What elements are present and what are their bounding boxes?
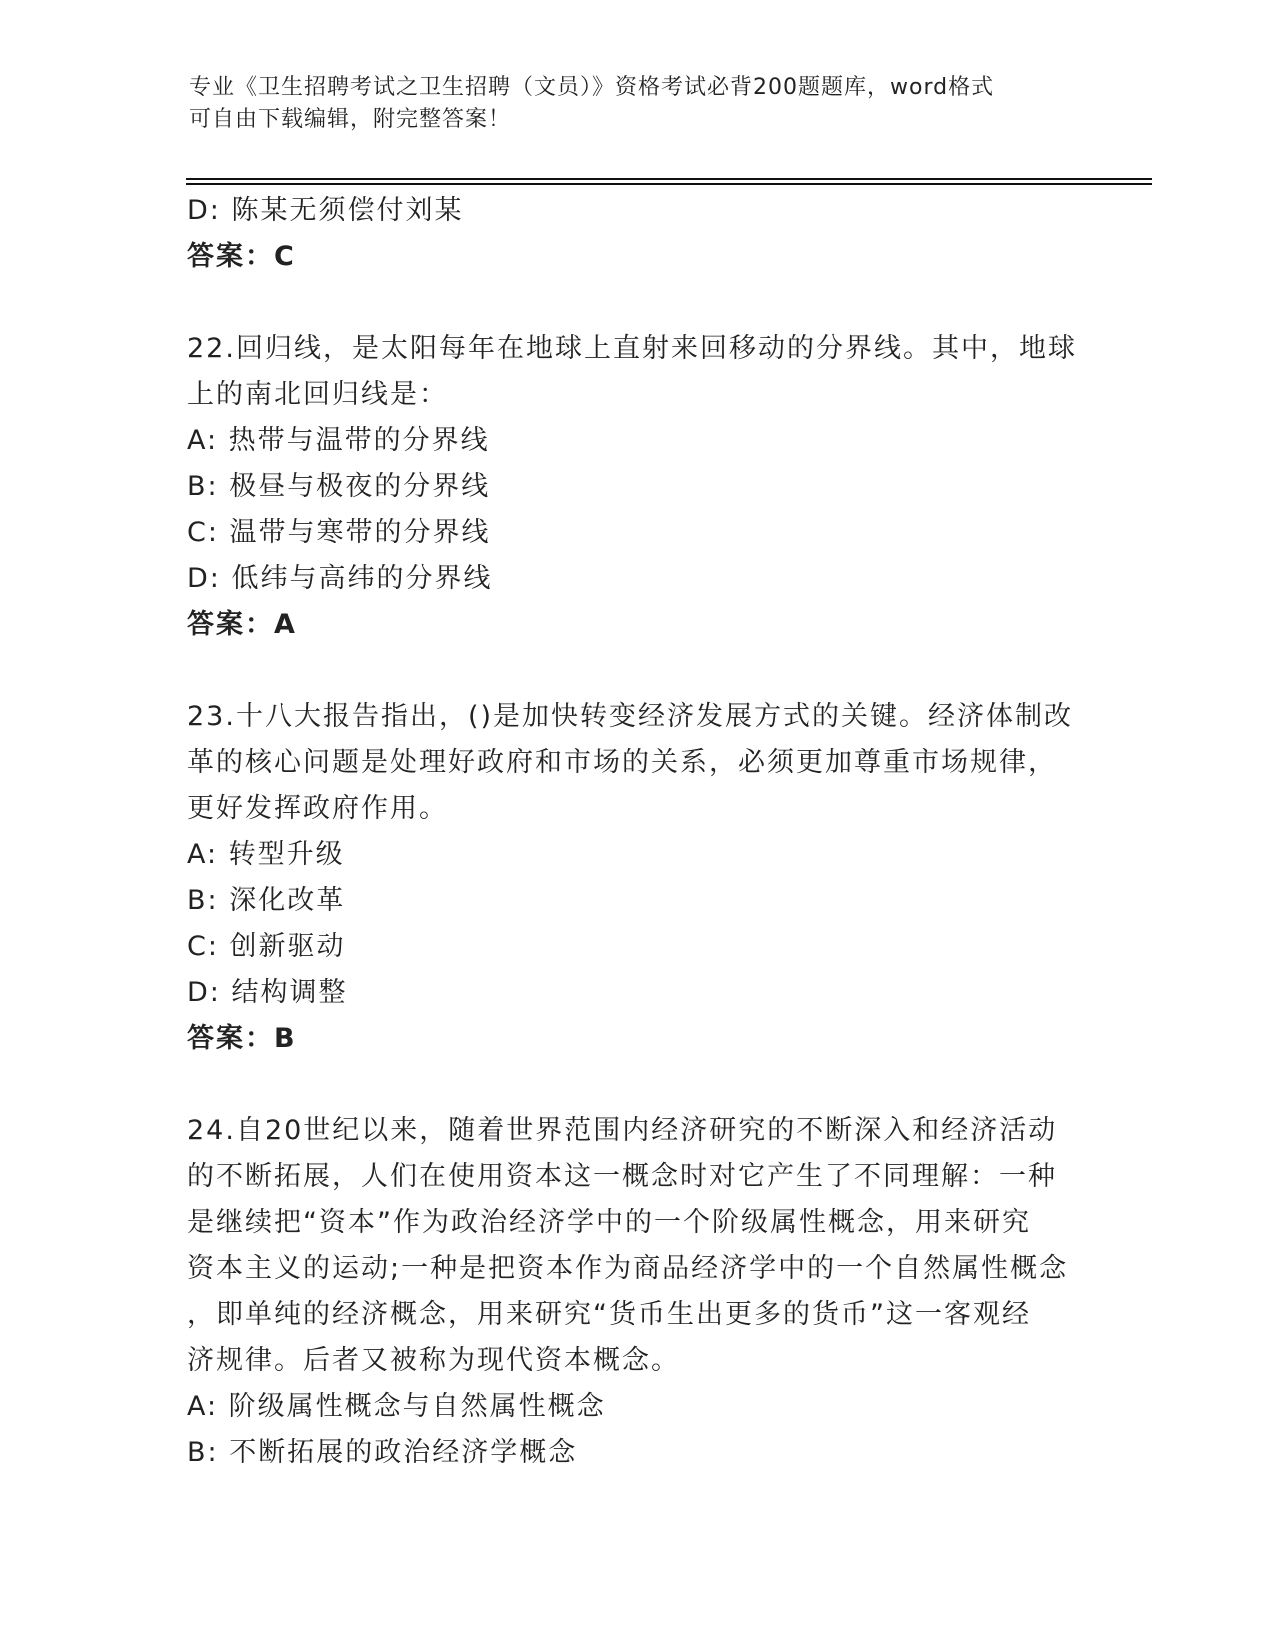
q23-stem-line-2: 革的核心问题是处理好政府和市场的关系，必须更加尊重市场规律， (187, 747, 1057, 778)
q24-option-b: B: 不断拓展的政治经济学概念 (187, 1437, 578, 1468)
q23-option-c: C: 创新驱动 (187, 931, 346, 962)
q23-option-d: D: 结构调整 (187, 977, 348, 1008)
q24-stem-line-1: 24.自20世纪以来，随着世界范围内经济研究的不断深入和经济活动 (187, 1115, 1058, 1146)
document-header (189, 72, 1069, 136)
spacer (187, 280, 1087, 326)
q22-stem-line-1: 22.回归线，是太阳每年在地球上直射来回移动的分界线。其中，地球 (187, 333, 1077, 364)
header-line-1: 专业《卫生招聘考试之卫生招聘（文员）》资格考试必背200题题库，word格式 (189, 75, 995, 100)
q24-stem-line-4: 资本主义的运动;一种是把资本作为商品经济学中的一个自然属性概念 (187, 1253, 1069, 1284)
q22-answer: 答案：A (187, 609, 297, 640)
spacer (187, 648, 1087, 694)
q23-answer: 答案：B (187, 1023, 297, 1054)
q23-stem-line-1: 23.十八大报告指出，()是加快转变经济发展方式的关键。经济体制改 (187, 701, 1074, 732)
q23-option-a: A: 转型升级 (187, 839, 345, 870)
q21-option-d: D: 陈某无须偿付刘某 (187, 195, 464, 226)
q24-stem-line-3: 是继续把“资本”作为政治经济学中的一个阶级属性概念，用来研究 (187, 1207, 1031, 1238)
q23-stem-line-3: 更好发挥政府作用。 (187, 793, 448, 824)
header-divider-top (186, 178, 1152, 180)
header-line-2: 可自由下载编辑，附完整答案！ (189, 107, 512, 132)
header-divider-bottom (186, 183, 1152, 185)
q24-stem-line-2: 的不断拓展，人们在使用资本这一概念时对它产生了不同理解：一种 (187, 1161, 1057, 1192)
spacer (187, 1062, 1087, 1108)
q22-option-c: C: 温带与寒带的分界线 (187, 517, 491, 548)
q22-option-a: A: 热带与温带的分界线 (187, 425, 490, 456)
q24-stem-line-5: ，即单纯的经济概念，用来研究“货币生出更多的货币”这一客观经 (187, 1299, 1031, 1330)
q22-option-b: B: 极昼与极夜的分界线 (187, 471, 491, 502)
q21-answer: 答案：C (187, 241, 296, 272)
q24-stem-line-6: 济规律。后者又被称为现代资本概念。 (187, 1345, 680, 1376)
q23-option-b: B: 深化改革 (187, 885, 346, 916)
q24-option-a: A: 阶级属性概念与自然属性概念 (187, 1391, 606, 1422)
q22-stem-line-2: 上的南北回归线是： (187, 379, 448, 410)
q22-option-d: D: 低纬与高纬的分界线 (187, 563, 493, 594)
question-content (187, 188, 1087, 1476)
